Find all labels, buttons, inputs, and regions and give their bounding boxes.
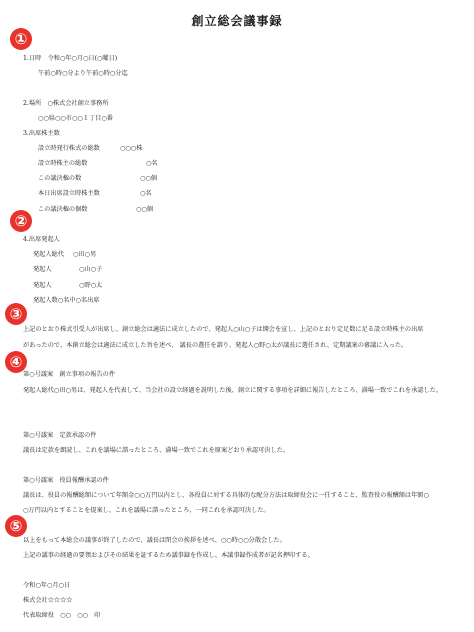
place-line: 2.場所 ○株式会社創立事務所: [23, 100, 109, 107]
shares-row-label: 設立時株主の総数: [38, 160, 88, 167]
agenda-1-title: 第○号議案 創立事項の報告の件: [23, 371, 116, 378]
opening-paragraph-line: 上記のとおり株式引受人が出席し、創立総会は適法に成立したので、発起人○山○子は開会を宣し、上記のとおり定足数に足る設立時株主の出席: [23, 326, 424, 333]
address-line: ○○県○○市○○１丁目○番: [38, 115, 113, 122]
shares-row-label: この議決権の数: [38, 175, 82, 182]
shares-row-value: ○○個: [140, 175, 157, 182]
shares-row-value: ○○個: [136, 206, 153, 213]
marker-2: ②: [10, 210, 32, 232]
promoter-row-value: ○山○子: [79, 266, 103, 273]
marker-5: ⑤: [5, 515, 27, 537]
signature-date: 令和○年○月○日: [23, 582, 71, 589]
shares-row-label: 設立時発行株式の総数: [38, 145, 100, 152]
closing-paragraph-line: 以上をもって本総会の議事が終了したので、議長は閉会の挨拶を述べ、○○時○○分散会した。: [23, 537, 286, 544]
closing-paragraph-line: 上記の議事の経過の要領およびその結果を証するため議事録を作成し、本議事録作成者が記名押印する。: [23, 552, 314, 559]
promoter-row-label: 発起人: [33, 266, 52, 273]
shares-row-label: この議決権の個数: [38, 206, 88, 213]
shares-row-value: ○○○株: [120, 145, 143, 152]
company-name: 株式会社☆☆☆☆: [23, 597, 73, 604]
promoter-row-value: ○田○男: [73, 251, 97, 258]
marker-1: ①: [10, 28, 32, 50]
promoter-row-label: 発起人数○名中○名出席: [33, 297, 100, 304]
marker-4: ④: [5, 351, 27, 373]
datetime-line: 1.日時 令和○年○月○日(○曜日): [23, 55, 118, 62]
promoters-heading: 4.出席発起人: [23, 236, 60, 243]
promoter-row-value: ○野○太: [79, 282, 103, 289]
shares-row-value: ○名: [146, 160, 158, 167]
agenda-3-body: ○万円以内とすることを提案し、これを議場に諮ったところ、一同これを承認可決した。: [23, 507, 270, 514]
shares-row-label: 本日出席設立時株主数: [38, 190, 100, 197]
promoter-row-label: 発起人: [33, 282, 52, 289]
shares-row-value: ○名: [140, 190, 152, 197]
promoter-row-label: 発起人総代: [33, 251, 64, 258]
agenda-1-body: 発起人総代○田○男は、発起人を代表して、当会社の設立経過を説明した後、創立に関する事項を詳細に報告したところ、満場一致でこれを承認した。: [23, 387, 443, 394]
time-range-line: 午前○時○分より午前○時○分迄: [38, 70, 128, 77]
agenda-3-body: 議長は、役員の報酬総額について年額金○○万円以内とし、各役員に対する具体的な配分方法は取締役会に一任すること、監査役の報酬額は年額○: [23, 492, 429, 499]
signer-line: 代表取締役 ○○ ○○ 印: [23, 612, 101, 619]
agenda-2-title: 第○号議案 定款承認の件: [23, 432, 97, 439]
opening-paragraph-line: があったので、本創立総会は適法に成立した旨を述べ、 議長の選任を諮り、発起人○野○太が議長に選任され、定期議案の審議に入った。: [23, 342, 408, 349]
agenda-2-body: 議長は定款を朗読し、これを議場に諮ったところ、満場一致でこれを原案どおり承認可決した。: [23, 447, 290, 454]
agenda-3-title: 第○号議案 役員報酬承認の件: [23, 477, 109, 484]
marker-3: ③: [5, 303, 27, 325]
document-title: 創立総会議事録: [191, 14, 283, 28]
shareholders-heading: 3.出席株主数: [23, 130, 60, 137]
